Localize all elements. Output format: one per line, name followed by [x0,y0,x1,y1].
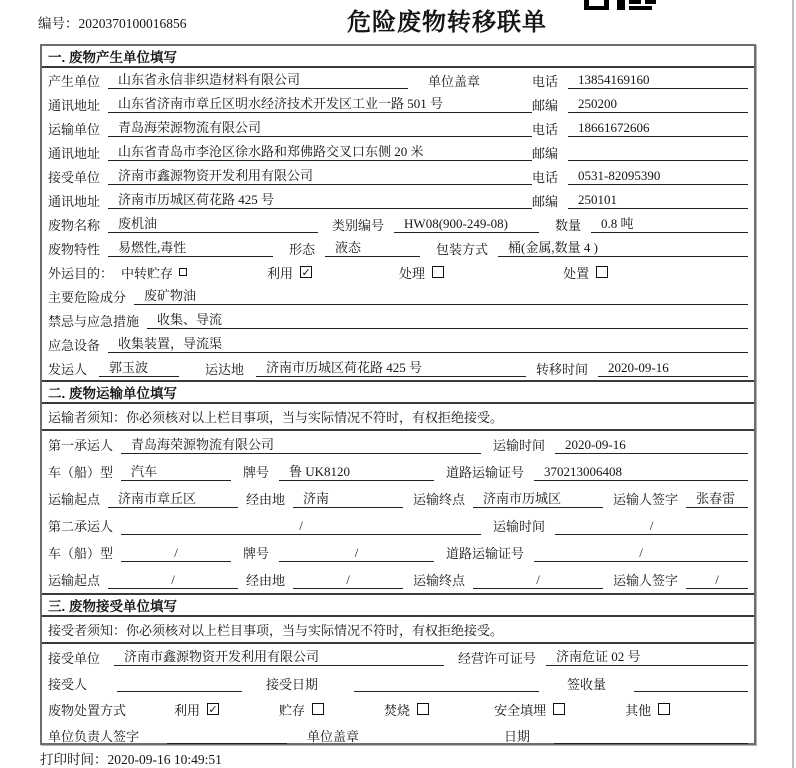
checkbox-unchecked-icon [432,266,444,278]
row-first-carrier [42,431,754,458]
route-start-label: 运输起点 [48,573,101,588]
transfer-time-label: 转移时间 [536,361,589,377]
responsible-signature-value [167,727,287,744]
option-label: 利用 [174,702,201,718]
operating-license-value: 济南危证 02 号 [546,648,748,666]
accept-date-value [354,675,539,692]
road-permit-label: 道路运输证号 [446,465,525,480]
producer-address-label: 通讯地址 [48,97,101,113]
first-carrier-label: 第一承运人 [48,438,114,453]
purpose-option-dispose [563,263,608,282]
route-via-value: 济南 [293,490,403,508]
row-waste-property [42,236,754,260]
checkbox-unchecked-icon [658,703,670,715]
row-signoff [42,722,754,748]
road-permit-label: 道路运输证号 [446,546,525,561]
checkbox-unchecked-icon [179,268,187,276]
transporter-value: 青岛海荣源物流有限公司 [108,119,532,137]
producer-phone-value: 13854169160 [568,71,748,89]
row-receiver-address [42,188,754,212]
waste-quantity-label: 数量 [555,217,582,233]
carrier-signature-value: / [686,571,748,589]
row-second-vehicle [42,539,754,566]
route-end-value: 济南市历城区 [473,490,603,508]
first-carrier-value: 青岛海荣源物流有限公司 [121,436,481,454]
disposal-option-utilize [174,700,219,719]
option-label: 中转贮存 [121,265,174,281]
waste-name-label: 废物名称 [48,217,101,233]
signoff-date-value [554,727,748,744]
row-emergency-measures [42,308,754,332]
row-transporter-notice [42,404,754,431]
destination-value: 济南市历城区荷花路 425 号 [256,359,526,377]
checkbox-unchecked-icon [596,266,608,278]
unit-stamp-label: 单位盖章 [428,73,481,89]
receiver-address-label: 通讯地址 [48,193,101,209]
checkbox-unchecked-icon [553,703,565,715]
producer-value: 山东省永信非织造材料有限公司 [108,71,408,89]
receiver-notice-text: 你必须核对以上栏目事项，当与实际情况不符时，有权拒绝接受。 [126,623,504,638]
disposal-method-label: 废物处置方式 [48,702,127,718]
transporter-label: 运输单位 [48,121,101,137]
row-transporter-address [42,140,754,164]
row-hazard-components [42,284,754,308]
disposal-option-other [625,700,670,719]
document-number-value: 2020370100016856 [78,16,187,31]
road-permit-value: 370213006408 [534,463,748,481]
route-end-label: 运输终点 [413,492,466,507]
waste-quantity-value: 0.8 吨 [591,215,748,233]
disposal-option-landfill [494,700,565,719]
disposal-option-incinerate [384,700,429,719]
checkbox-unchecked-icon [417,703,429,715]
vehicle-type-label: 车（船）型 [48,465,114,480]
row-second-route [42,566,754,593]
option-label: 贮存 [279,702,306,718]
accepting-unit-label: 接受单位 [48,650,101,666]
unit-stamp-label: 单位盖章 [307,728,360,744]
transport-time-label: 运输时间 [493,438,546,453]
transport-time-value: 2020-09-16 [555,436,748,454]
producer-zip-value: 250200 [568,95,748,113]
row-emergency-equipment [42,332,754,356]
receiver-phone-label: 电话 [531,169,558,185]
transfer-purpose-label: 外运目的： [48,265,114,281]
row-producer [42,68,754,92]
option-label: 安全填埋 [494,702,547,718]
destination-label: 运达地 [205,361,245,377]
section-1-header: 一. 废物产生单位填写 [42,46,754,68]
row-waste-name [42,212,754,236]
producer-phone-label: 电话 [531,73,558,89]
row-accepting-unit [42,644,754,670]
route-start-value: / [108,571,238,589]
route-via-label: 经由地 [246,492,286,507]
receiver-zip-label: 邮编 [531,193,558,209]
receiver-label: 接受单位 [48,169,101,185]
second-carrier-value: / [121,517,481,535]
transport-time-label: 运输时间 [493,519,546,534]
carrier-signature-label: 运输人签字 [613,492,679,507]
route-start-value: 济南市章丘区 [108,490,238,508]
route-via-value: / [293,571,403,589]
print-time-label: 打印时间： [40,752,108,767]
option-label: 利用 [267,265,294,281]
route-end-value: / [473,571,603,589]
receiver-address-value: 济南市历城区荷花路 425 号 [108,191,532,209]
print-time-value: 2020-09-16 10:49:51 [107,752,222,767]
option-label: 其他 [625,702,652,718]
waste-property-value: 易燃性,毒性 [108,239,273,257]
checkbox-checked-icon: ✓ [208,703,218,716]
carrier-signature-value: 张春雷 [686,490,748,508]
transporter-address-value: 山东省青岛市李沧区徐水路和郑佛路交叉口东侧 20 米 [108,143,532,161]
waste-form-value: 液态 [325,239,420,257]
received-quantity-label: 签收量 [567,676,607,692]
route-via-label: 经由地 [246,573,286,588]
accept-date-label: 接受日期 [266,676,319,692]
acceptor-label: 接受人 [48,676,88,692]
receiver-zip-value: 250101 [568,191,748,209]
vehicle-type-value: 汽车 [121,463,231,481]
second-carrier-label: 第二承运人 [48,519,114,534]
producer-address-value: 山东省济南市章丘区明水经济技术开发区工业一路 501 号 [108,95,532,113]
receiver-phone-value: 0531-82095390 [568,167,748,185]
plate-number-value: / [279,544,434,562]
road-permit-value: / [534,544,748,562]
producer-label: 产生单位 [48,73,101,89]
row-first-vehicle [42,458,754,485]
disposal-option-storage [279,700,324,719]
transporter-phone-value: 18661672606 [568,119,748,137]
row-transfer-purpose [42,260,754,284]
checkbox-checked-icon: ✓ [301,266,311,279]
row-disposal-method [42,696,754,722]
print-time [40,748,222,768]
route-end-label: 运输终点 [413,573,466,588]
document-number-label: 编号： [38,16,79,31]
operating-license-label: 经营许可证号 [458,650,537,666]
transporter-notice-label: 运输者须知： [48,410,127,425]
transport-time-value: / [555,517,748,535]
packaging-label: 包装方式 [436,241,489,257]
shipper-label: 发运人 [48,361,88,377]
checkbox-unchecked-icon [312,703,324,715]
waste-category-label: 类别编号 [332,217,385,233]
waste-form-label: 形态 [289,241,316,257]
section-3-header: 三. 废物接受单位填写 [42,593,754,617]
hazard-components-value: 废矿物油 [134,287,748,305]
shipper-value: 郭玉波 [99,359,179,377]
option-label: 焚烧 [384,702,411,718]
option-label: 处置 [563,265,590,281]
received-quantity-value [634,675,748,692]
row-shipper [42,356,754,380]
transfer-time-value: 2020-09-16 [598,359,748,377]
row-producer-address [42,92,754,116]
waste-property-label: 废物特性 [48,241,101,257]
row-first-route [42,485,754,512]
producer-zip-label: 邮编 [531,97,558,113]
transporter-notice-text: 你必须核对以上栏目事项，当与实际情况不符时，有权拒绝接受。 [126,410,504,425]
row-second-carrier [42,512,754,539]
emergency-measures-label: 禁忌与应急措施 [48,313,140,329]
manifest-form [40,44,756,745]
purpose-option-utilize [267,263,312,282]
emergency-equipment-label: 应急设备 [48,337,101,353]
transporter-zip-value [568,144,748,161]
carrier-signature-label: 运输人签字 [613,573,679,588]
purpose-option-transit-storage [121,263,187,282]
waste-category-value: HW08(900-249-08) [394,215,539,233]
plate-number-label: 牌号 [243,465,270,480]
receiver-notice-label: 接受者须知： [48,623,127,638]
plate-number-value: 鲁 UK8120 [279,463,434,481]
receiver-value: 济南市鑫源物资开发利用有限公司 [108,167,532,185]
acceptor-value [117,675,242,692]
row-receiver-notice [42,617,754,644]
row-receiver [42,164,754,188]
accepting-unit-value: 济南市鑫源物资开发利用有限公司 [114,648,444,666]
route-start-label: 运输起点 [48,492,101,507]
row-transporter [42,116,754,140]
emergency-equipment-value: 收集装置，导流渠 [108,335,748,353]
page-title: 危险废物转移联单 [347,9,547,36]
row-acceptor [42,670,754,696]
purpose-option-treat [399,263,444,282]
option-label: 处理 [399,265,426,281]
transporter-zip-label: 邮编 [531,145,558,161]
plate-number-label: 牌号 [243,546,270,561]
emergency-measures-value: 收集、导流 [147,311,748,329]
hazard-components-label: 主要危险成分 [48,289,127,305]
vehicle-type-value: / [121,544,231,562]
waste-name-value: 废机油 [108,215,318,233]
transporter-phone-label: 电话 [531,121,558,137]
transporter-address-label: 通讯地址 [48,145,101,161]
responsible-signature-label: 单位负责人签字 [48,728,140,744]
page-right-edge [792,0,794,768]
signoff-date-label: 日期 [504,728,531,744]
packaging-value: 桶(金属,数量 4 ) [498,239,748,257]
vehicle-type-label: 车（船）型 [48,546,114,561]
section-2-header: 二. 废物运输单位填写 [42,380,754,404]
